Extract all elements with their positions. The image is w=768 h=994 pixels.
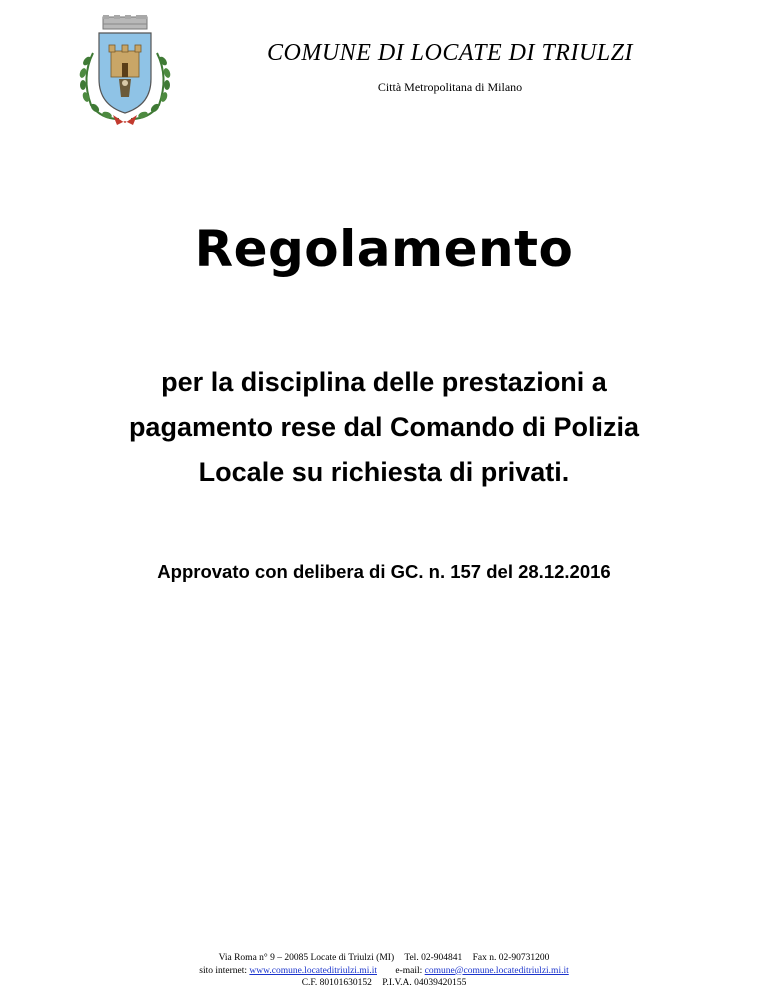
document-subtitle (90, 360, 678, 495)
approval-note: Approvato con delibera di GC. n. 157 del 28.12.2016 (157, 561, 611, 582)
subtitle-line: per la disciplina delle prestazioni a (161, 367, 607, 397)
footer-fax: Fax n. 02-90731200 (472, 953, 550, 963)
tax-code: C.F. 80101630152 (301, 978, 372, 988)
footer (0, 952, 768, 990)
footer-address: Via Roma n° 9 – 20085 Locate di Triulzi (MI) (218, 953, 395, 963)
municipality-name: COMUNE DI LOCATE DI TRIULZI (267, 40, 633, 66)
email-label: e-mail: (395, 965, 423, 976)
document-title: Regolamento (194, 220, 574, 278)
vat-number: P.I.V.A. 04039420155 (382, 978, 467, 988)
email-link[interactable]: comune@comune.locateditriulzi.mi.it (424, 965, 569, 976)
municipal-crest (73, 15, 177, 127)
footer-web-line (0, 965, 768, 978)
metro-area: Città Metropolitana di Milano (377, 80, 523, 94)
website-label: sito internet: (199, 965, 248, 976)
subtitle-line: pagamento rese dal Comando di Polizia (128, 412, 640, 442)
footer-contact-line (0, 952, 768, 965)
footer-tel: Tel. 02-904841 (404, 953, 463, 963)
website-link[interactable]: www.comune.locateditriulzi.mi.it (249, 965, 377, 976)
footer-tax-line (0, 977, 768, 990)
municipal-crest-icon (73, 15, 177, 127)
subtitle-line: Locale su richiesta di privati. (198, 457, 570, 487)
